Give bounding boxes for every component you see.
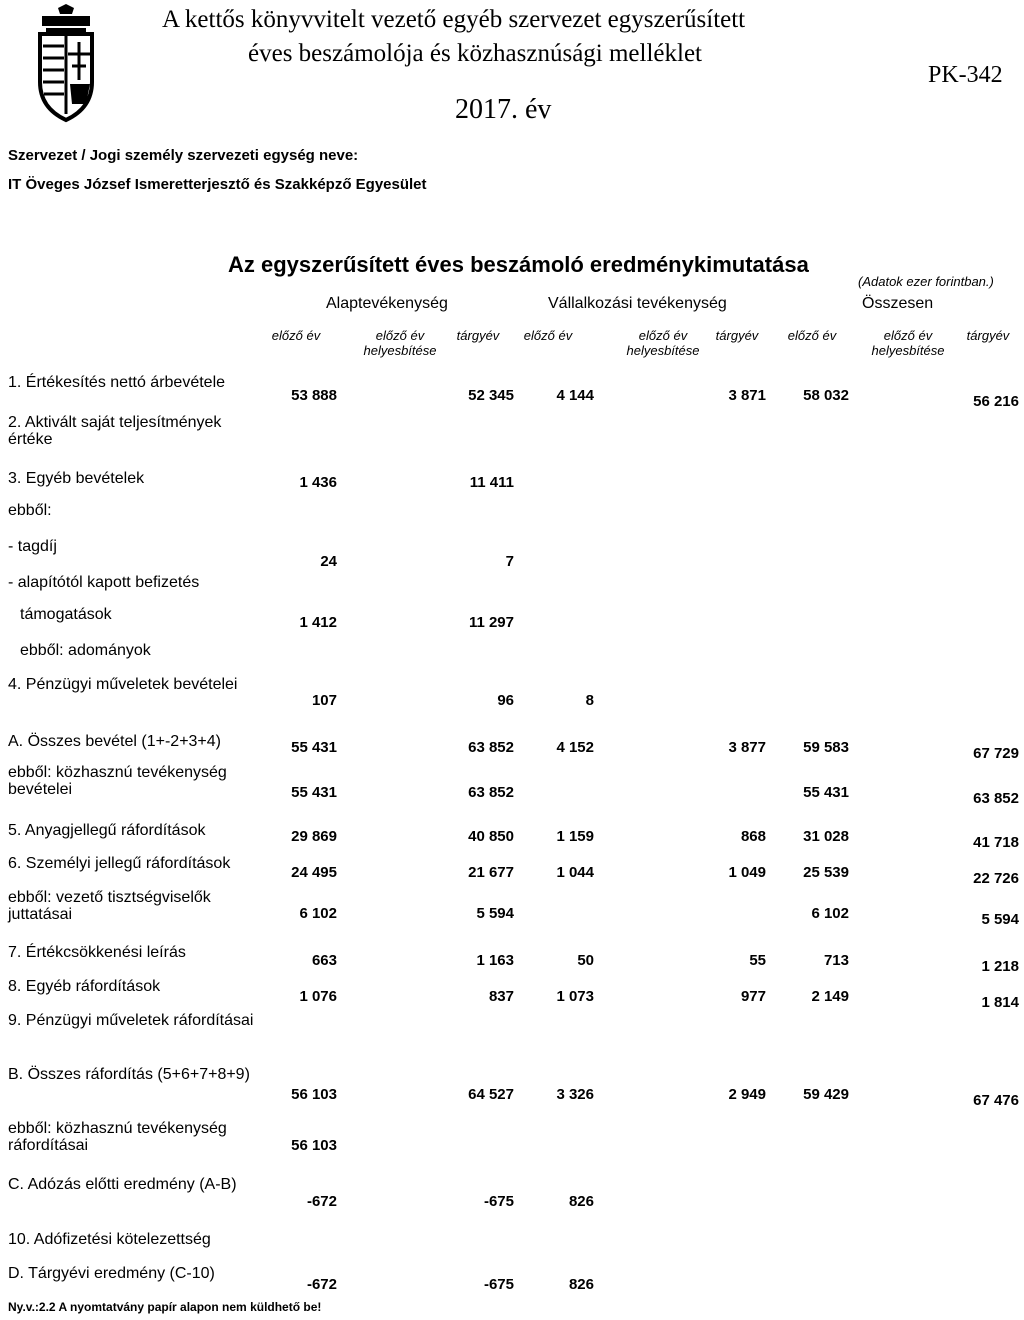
row-label: D. Tárgyévi eredmény (C-10) — [8, 1265, 215, 1282]
row-label: 8. Egyéb ráfordítások — [8, 978, 161, 995]
table-cell-value: 663 — [311, 952, 337, 969]
table-cell-value: 11 297 — [468, 614, 514, 631]
column-subheader: előző év helyesbítése — [871, 328, 945, 358]
table-cell-value: 55 431 — [803, 784, 849, 801]
table-cell-value: 1 159 — [556, 828, 594, 845]
column-subheader: előző év helyesbítése — [626, 328, 700, 358]
table-cell-value: 713 — [823, 952, 849, 969]
column-subheader: előző év — [787, 328, 837, 343]
report-year: 2017. év — [455, 94, 552, 125]
report-title: Az egyszerűsített éves beszámoló eredménykimutatása — [228, 252, 809, 277]
footer-note: Ny.v.:2.2 A nyomtatvány papír alapon nem küldhető be! — [8, 1300, 322, 1314]
table-cell-value: 837 — [488, 988, 514, 1005]
table-cell-value: 59 583 — [803, 739, 849, 756]
table-cell-value: 56 103 — [291, 1086, 337, 1103]
table-cell-value: 64 527 — [468, 1086, 514, 1103]
table-cell-value: 5 594 — [981, 911, 1019, 928]
table-cell-value: 56 103 — [291, 1137, 337, 1154]
table-cell-value: 40 850 — [468, 828, 514, 845]
row-label: 1. Értékesítés nettó árbevétele — [8, 374, 226, 391]
table-cell-value: 107 — [311, 692, 337, 709]
row-label: - tagdíj — [8, 538, 57, 555]
table-cell-value: 3 877 — [728, 739, 766, 756]
table-cell-value: 24 — [320, 553, 337, 570]
row-label: - alapítótól kapott befizetés — [8, 574, 200, 591]
row-label: B. Összes ráfordítás (5+6+7+8+9) — [8, 1066, 250, 1083]
table-cell-value: 1 436 — [299, 474, 337, 491]
table-cell-value: 59 429 — [803, 1086, 849, 1103]
form-code: PK-342 — [928, 62, 1003, 88]
column-subheader: tárgyév — [456, 328, 500, 343]
row-label: A. Összes bevétel (1+-2+3+4) — [8, 733, 221, 750]
table-cell-value: 7 — [505, 553, 514, 570]
table-cell-value: 67 476 — [973, 1092, 1019, 1109]
table-cell-value: 826 — [568, 1193, 594, 1210]
table-cell-value: 826 — [568, 1276, 594, 1293]
table-cell-value: 868 — [740, 828, 766, 845]
table-cell-value: 63 852 — [973, 790, 1019, 807]
row-label: 10. Adófizetési kötelezettség — [8, 1231, 211, 1248]
table-cell-value: 55 431 — [291, 739, 337, 756]
row-label: támogatások — [20, 606, 112, 623]
table-cell-value: 1 073 — [556, 988, 594, 1005]
column-subheader: tárgyév — [966, 328, 1010, 343]
form-title-line2: éves beszámolója és közhasznúsági melléklet — [248, 40, 703, 67]
table-cell-value: 1 218 — [981, 958, 1019, 975]
table-cell-value: -675 — [483, 1193, 514, 1210]
column-subheader: előző év — [271, 328, 321, 343]
row-label: ebből: vezető tisztségviselők juttatásai — [8, 889, 211, 923]
table-cell-value: 24 495 — [291, 864, 337, 881]
table-cell-value: -675 — [483, 1276, 514, 1293]
table-cell-value: 2 949 — [728, 1086, 766, 1103]
column-subheader: előző év — [523, 328, 573, 343]
table-cell-value: 58 032 — [803, 387, 849, 404]
table-cell-value: 5 594 — [476, 905, 514, 922]
table-cell-value: 4 152 — [556, 739, 594, 756]
table-cell-value: -672 — [306, 1193, 337, 1210]
table-cell-value: 96 — [497, 692, 514, 709]
row-label: 6. Személyi jellegű ráfordítások — [8, 855, 231, 872]
row-label: ebből: adományok — [20, 642, 151, 659]
table-cell-value: 25 539 — [803, 864, 849, 881]
table-cell-value: 63 852 — [468, 739, 514, 756]
group-header-total: Összesen — [862, 295, 934, 312]
table-cell-value: 56 216 — [973, 393, 1019, 410]
table-cell-value: 29 869 — [291, 828, 337, 845]
table-cell-value: 1 814 — [981, 994, 1019, 1011]
row-label: 7. Értékcsökkenési leírás — [8, 944, 186, 961]
table-cell-value: 67 729 — [973, 745, 1019, 762]
table-cell-value: 22 726 — [973, 870, 1019, 887]
table-cell-value: 1 076 — [299, 988, 337, 1005]
column-subheader: előző év helyesbítése — [363, 328, 437, 358]
table-cell-value: 3 871 — [728, 387, 766, 404]
row-label: 3. Egyéb bevételek — [8, 470, 145, 487]
table-cell-value: 1 412 — [299, 614, 337, 631]
unit-note: (Adatok ezer forintban.) — [858, 274, 994, 289]
table-cell-value: 31 028 — [803, 828, 849, 845]
table-cell-value: 977 — [740, 988, 766, 1005]
row-label: 4. Pénzügyi műveletek bevételei — [8, 676, 238, 693]
org-label: Szervezet / Jogi személy szervezeti egység neve: — [8, 147, 359, 164]
row-label: 9. Pénzügyi műveletek ráfordításai — [8, 1012, 254, 1029]
table-cell-value: 1 163 — [476, 952, 514, 969]
row-label: 5. Anyagjellegű ráfordítások — [8, 822, 206, 839]
table-cell-value: 50 — [577, 952, 594, 969]
row-label: ebből: — [8, 502, 52, 519]
group-header-business: Vállalkozási tevékenység — [548, 295, 727, 312]
table-cell-value: 1 044 — [556, 864, 594, 881]
table-cell-value: 55 431 — [291, 784, 337, 801]
table-cell-value: 6 102 — [299, 905, 337, 922]
table-cell-value: 53 888 — [291, 387, 337, 404]
table-cell-value: 8 — [585, 692, 594, 709]
column-subheader: tárgyév — [715, 328, 759, 343]
row-label: ebből: közhasznú tevékenység bevételei — [8, 764, 227, 798]
org-name: IT Öveges József Ismeretterjesztő és Szakképző Egyesület — [8, 176, 427, 193]
table-cell-value: 3 326 — [556, 1086, 594, 1103]
coat-of-arms-icon — [28, 4, 104, 124]
table-cell-value: -672 — [306, 1276, 337, 1293]
table-cell-value: 41 718 — [973, 834, 1019, 851]
row-label: C. Adózás előtti eredmény (A-B) — [8, 1176, 237, 1193]
form-title-line1: A kettős könyvvitelt vezető egyéb szervezet egyszerűsített — [162, 6, 746, 33]
table-cell-value: 63 852 — [468, 784, 514, 801]
table-cell-value: 52 345 — [468, 387, 514, 404]
row-label: 2. Aktivált saját teljesítmények értéke — [8, 414, 222, 448]
table-cell-value: 4 144 — [556, 387, 594, 404]
table-cell-value: 2 149 — [811, 988, 849, 1005]
table-cell-value: 21 677 — [468, 864, 514, 881]
table-cell-value: 11 411 — [469, 474, 514, 491]
table-cell-value: 1 049 — [728, 864, 766, 881]
table-cell-value: 55 — [749, 952, 766, 969]
row-label: ebből: közhasznú tevékenység ráfordításai — [8, 1120, 227, 1154]
group-header-basic: Alaptevékenység — [326, 295, 448, 312]
table-cell-value: 6 102 — [811, 905, 849, 922]
